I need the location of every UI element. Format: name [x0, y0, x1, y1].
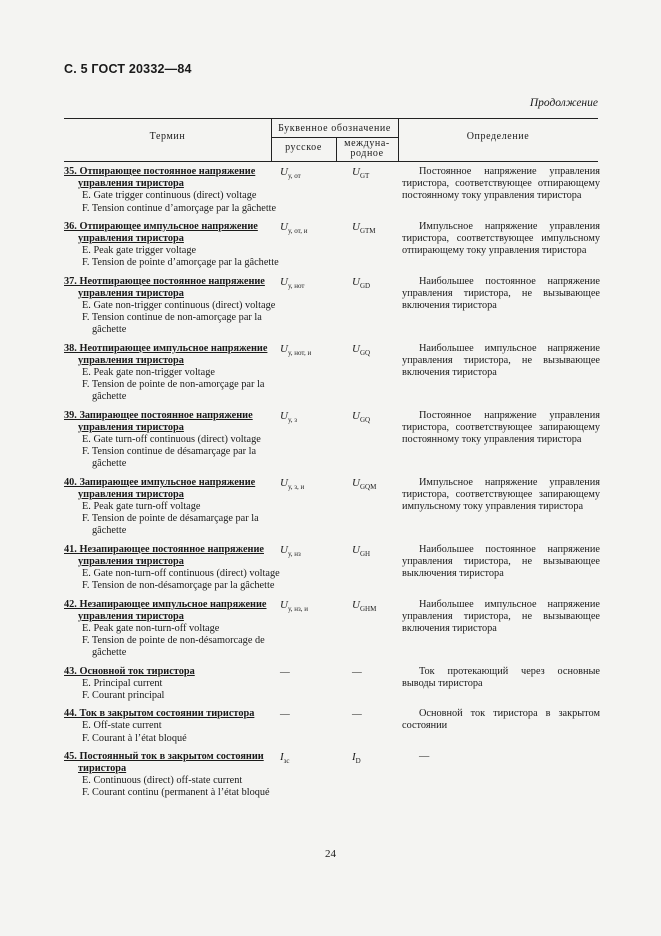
symbol-international: $U_{GHM}$ — [352, 598, 377, 613]
term-cell — [64, 276, 282, 337]
term-cell — [64, 544, 282, 593]
term-cell — [64, 477, 282, 538]
term-cell — [64, 666, 282, 703]
table-row — [64, 343, 598, 404]
definition-cell: Импульсное напряжение управления тиристора, соответствующее запирающему импульсному току управления тиристора — [402, 476, 600, 513]
definition-cell: Постоянное напряжение управления тиристора, соответствующее отпирающему постоянному току управления тиристора — [402, 166, 600, 202]
definition-cell: Наибольшее импульсное напряжение управления тиристора, не вызывающее включения тиристора — [402, 598, 600, 634]
term-french: F. Courant à l’état bloqué — [82, 732, 187, 744]
table-row — [64, 166, 598, 215]
term-french: F. Tension de pointe de désamarçage par la gâchette — [82, 513, 259, 537]
term-cell — [64, 343, 282, 404]
term-french: F. Tension de pointe d’amorçage par la gâchette — [82, 257, 279, 269]
symbol-international: $U_{GT}$ — [352, 166, 370, 181]
table-row — [64, 751, 598, 800]
definition-cell: Постоянное напряжение управления тиристора, соответствующее запирающему постоянному току управления тиристора — [402, 409, 600, 446]
term-english: E. Gate trigger continuous (direct) voltage — [82, 190, 257, 202]
term-cell — [64, 221, 282, 270]
term-english: E. Peak gate trigger voltage — [82, 245, 197, 257]
table-row — [64, 708, 598, 745]
table-row — [64, 477, 598, 538]
symbol-russian: $U_{у, з, и}$ — [280, 476, 305, 491]
term-english: E. Gate non-trigger continuous (direct) voltage — [82, 300, 276, 312]
term-english: E. Gate turn-off continuous (direct) voltage — [82, 434, 261, 446]
continued-label: Продолжение — [529, 97, 598, 109]
col-russian-header: русское — [285, 142, 322, 153]
term-cell — [64, 751, 282, 800]
col-designation-header: Буквенное обозначение — [278, 123, 391, 134]
definition-cell: — — [419, 750, 430, 762]
definition-cell: Наибольшее импульсное напряжение управления тиристора, не вызывающее включения тиристора — [402, 342, 600, 379]
term-english: E. Peak gate non-turn-off voltage — [82, 622, 220, 634]
col-term-header: Термин — [149, 131, 186, 142]
definition-cell: Ток протекающий через основные выводы тиристора — [402, 665, 600, 689]
term-french: F. Tension continue de désamarçage par la gâchette — [82, 446, 257, 470]
term-english: E. Peak gate turn-off voltage — [82, 501, 201, 513]
term-cell — [64, 410, 282, 471]
term-russian: 44. Ток в закрытом состоянии тиристора — [64, 708, 255, 720]
table-row — [64, 221, 598, 270]
table-row — [64, 544, 598, 593]
term-english: E. Continuous (direct) off-state current — [82, 775, 243, 787]
col-international-header: междуна-родное — [344, 138, 390, 159]
symbol-russian: $U_{у, нз, и}$ — [280, 598, 309, 613]
symbol-russian: $U_{у, от, и}$ — [280, 220, 308, 235]
term-french: F. Courant continu (permanent à l’état bloqué — [82, 787, 270, 799]
symbol-russian: $U_{у, з}$ — [280, 409, 298, 424]
symbol-russian: — — [280, 665, 290, 678]
table-row — [64, 410, 598, 471]
term-french: F. Tension de non-désamorçage par la gâchette — [82, 580, 275, 592]
term-russian: 45. Постоянный ток в закрытом состоянии тиристора — [64, 750, 264, 774]
term-french: F. Tension continue d’amorçage par la gâchette — [82, 202, 277, 214]
symbol-international: $U_{GTM}$ — [352, 220, 376, 235]
symbol-russian: — — [280, 708, 290, 721]
term-french: F. Tension de pointe de non-désamorcage de gâchette — [82, 635, 265, 659]
col-definition-header: Определение — [466, 131, 530, 142]
symbol-russian: $U_{у, нот}$ — [280, 275, 305, 290]
symbol-international: $U_{GQ}$ — [352, 342, 371, 357]
term-french: F. Courant principal — [82, 689, 165, 701]
term-russian: 39. Запирающее постоянное напряжение управления тиристора — [64, 409, 253, 433]
symbol-international: $U_{GQ}$ — [352, 409, 371, 424]
table-header — [64, 118, 598, 162]
term-russian: 36. Отпирающее импульсное напряжение управления тиристора — [64, 220, 258, 245]
symbol-international: $I_D$ — [352, 750, 361, 765]
symbol-international: — — [352, 665, 362, 678]
table-row — [64, 276, 598, 337]
term-english: E. Off-state current — [82, 720, 162, 732]
term-russian: 38. Неотпирающее импульсное напряжение управления тиристора — [64, 342, 268, 366]
term-russian: 40. Запирающее импульсное напряжение управления тиристора — [64, 476, 256, 500]
symbol-international: — — [352, 708, 362, 721]
terms-table-body — [64, 166, 598, 806]
definition-cell: Импульсное напряжение управления тиристора, соответствующее импульсному отпирающему току управления тиристора — [402, 220, 600, 257]
table-row — [64, 599, 598, 660]
definition-cell: Наибольшее постоянное напряжение управления тиристора, не вызывающее выключения тиристора — [402, 543, 600, 580]
symbol-russian: $U_{у, от}$ — [280, 166, 301, 181]
symbol-international: $U_{GH}$ — [352, 543, 371, 558]
term-french: F. Tension de pointe de non-amorçage par la gâchette — [82, 379, 265, 403]
term-russian: 42. Незапирающее импульсное напряжение управления тиристора — [64, 598, 267, 622]
term-russian: 41. Незапирающее постоянное напряжение управления тиристора — [64, 543, 264, 567]
document-header: С. 5 ГОСТ 20332—84 — [64, 62, 192, 76]
symbol-international: $U_{GQM}$ — [352, 476, 377, 491]
definition-cell: Основной ток тиристора в закрытом состоянии — [402, 708, 600, 732]
symbol-russian: $U_{у, нот, и}$ — [280, 342, 312, 357]
page-number: 24 — [325, 848, 336, 860]
term-french: F. Tension continue de non-amorçage par la gâchette — [82, 312, 262, 336]
term-russian: 37. Неотпирающее постоянное напряжение управления тиристора — [64, 275, 265, 299]
term-russian: 35. Отпирающее постоянное напряжение управления тиристора — [64, 166, 256, 190]
term-english: E. Principal current — [82, 677, 163, 689]
symbol-international: $U_{GD}$ — [352, 275, 371, 290]
symbol-russian: $U_{у, нз}$ — [280, 543, 301, 558]
term-russian: 43. Основной ток тиристора — [64, 665, 195, 677]
table-row — [64, 666, 598, 703]
definition-cell: Наибольшее постоянное напряжение управления тиристора, не вызывающее включения тиристора — [402, 275, 600, 312]
term-cell — [64, 166, 282, 215]
term-english: E. Peak gate non-trigger voltage — [82, 367, 215, 379]
term-cell — [64, 708, 282, 745]
symbol-russian: $I_{зс}$ — [280, 750, 290, 765]
term-cell — [64, 599, 282, 660]
term-english: E. Gate non-turn-off continuous (direct) voltage — [82, 568, 280, 580]
